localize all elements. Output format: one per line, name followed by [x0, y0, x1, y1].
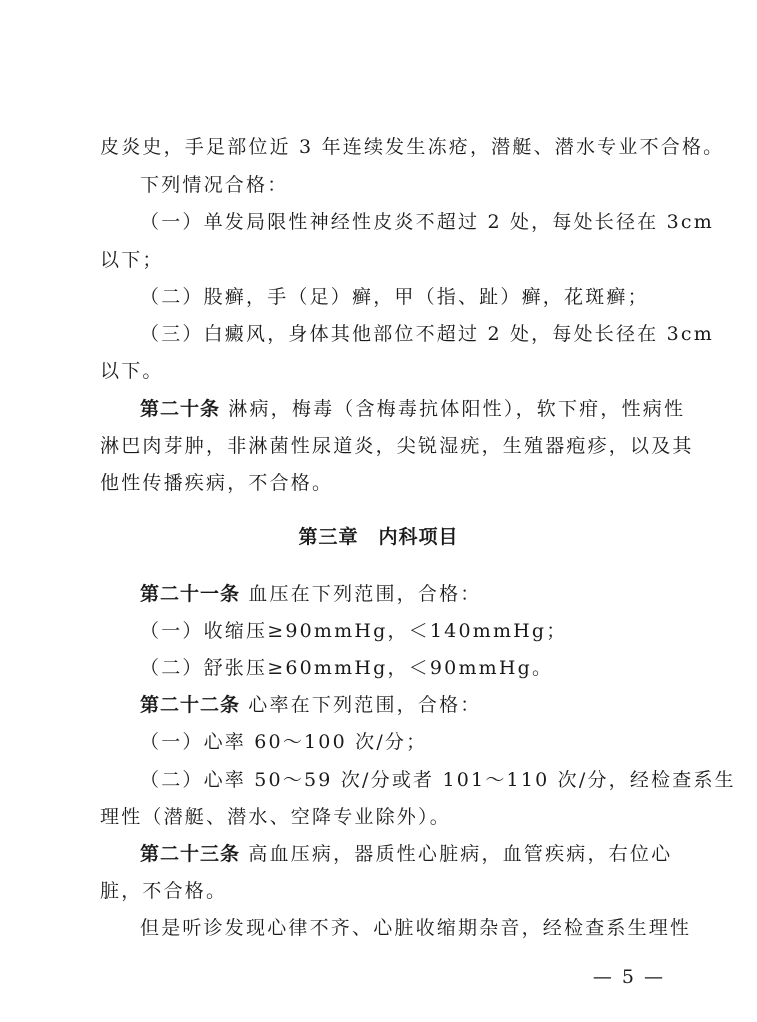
article-number: 第二十一条 [140, 583, 241, 605]
line-text: 理性（潜艇、潜水、空降专业除外）。 [100, 806, 451, 828]
body-line [140, 617, 665, 645]
body-line [100, 469, 665, 497]
body-line [100, 432, 694, 460]
body-line [140, 208, 714, 236]
body-line [100, 246, 665, 274]
body-line [100, 357, 665, 385]
line-text: 血压在下列范围，合格： [248, 583, 482, 605]
line-text: 以下； [100, 249, 164, 271]
line-text: 皮炎史，手足部位近 3 年连续发生冻疮，潜艇、潜水专业不合格。 [100, 136, 725, 158]
line-text: 淋巴肉芽肿，非淋菌性尿道炎，尖锐湿疣，生殖器疱疹，以及其 [100, 435, 694, 457]
line-text: （二）心率 50～59 次/分或者 101～110 次/分，经检查系生 [140, 769, 736, 791]
line-text: 高血压病，器质性心脏病，血管疾病，右位心 [248, 843, 673, 865]
body-line [140, 320, 714, 348]
line-text: 但是听诊发现心律不齐、心脏收缩期杂音，经检查系生理性 [140, 917, 692, 939]
body-line [100, 803, 665, 831]
line-text: 以下。 [100, 360, 164, 382]
body-line [140, 914, 692, 942]
chapter-heading: 第三章 内科项目 [298, 526, 459, 548]
body-line [140, 654, 665, 682]
body-line [140, 766, 736, 794]
line-text: 下列情况合格： [140, 174, 289, 196]
article-line [140, 691, 665, 719]
body-line [100, 133, 725, 161]
line-text: 脏，不合格。 [100, 880, 228, 902]
body-line [100, 877, 665, 905]
line-text: 淋病，梅毒（含梅毒抗体阳性），软下疳，性病性 [228, 398, 686, 420]
body-line [140, 171, 665, 199]
article-line [140, 840, 673, 868]
article-number: 第二十条 [140, 398, 221, 420]
line-text: （三）白癜风，身体其他部位不超过 2 处，每处长径在 3cm [140, 323, 714, 345]
article-line [140, 395, 686, 423]
line-text: （一）收缩压≥90mmHg，＜140mmHg； [140, 620, 568, 642]
article-number: 第二十二条 [140, 694, 241, 716]
line-text: 他性传播疾病，不合格。 [100, 472, 334, 494]
line-text: （一）单发局限性神经性皮炎不超过 2 处，每处长径在 3cm [140, 211, 714, 233]
line-text: 心率在下列范围，合格： [248, 694, 482, 716]
article-number: 第二十三条 [140, 843, 241, 865]
body-line [140, 283, 665, 311]
line-text: （一）心率 60～100 次/分； [140, 731, 428, 753]
line-text: （二）股癣，手（足）癣，甲（指、趾）癣，花斑癣； [140, 286, 649, 308]
article-line [140, 580, 665, 608]
line-text: （二）舒张压≥60mmHg，＜90mmHg。 [140, 657, 554, 679]
page-number: — 5 — [592, 966, 665, 988]
body-line [140, 728, 665, 756]
